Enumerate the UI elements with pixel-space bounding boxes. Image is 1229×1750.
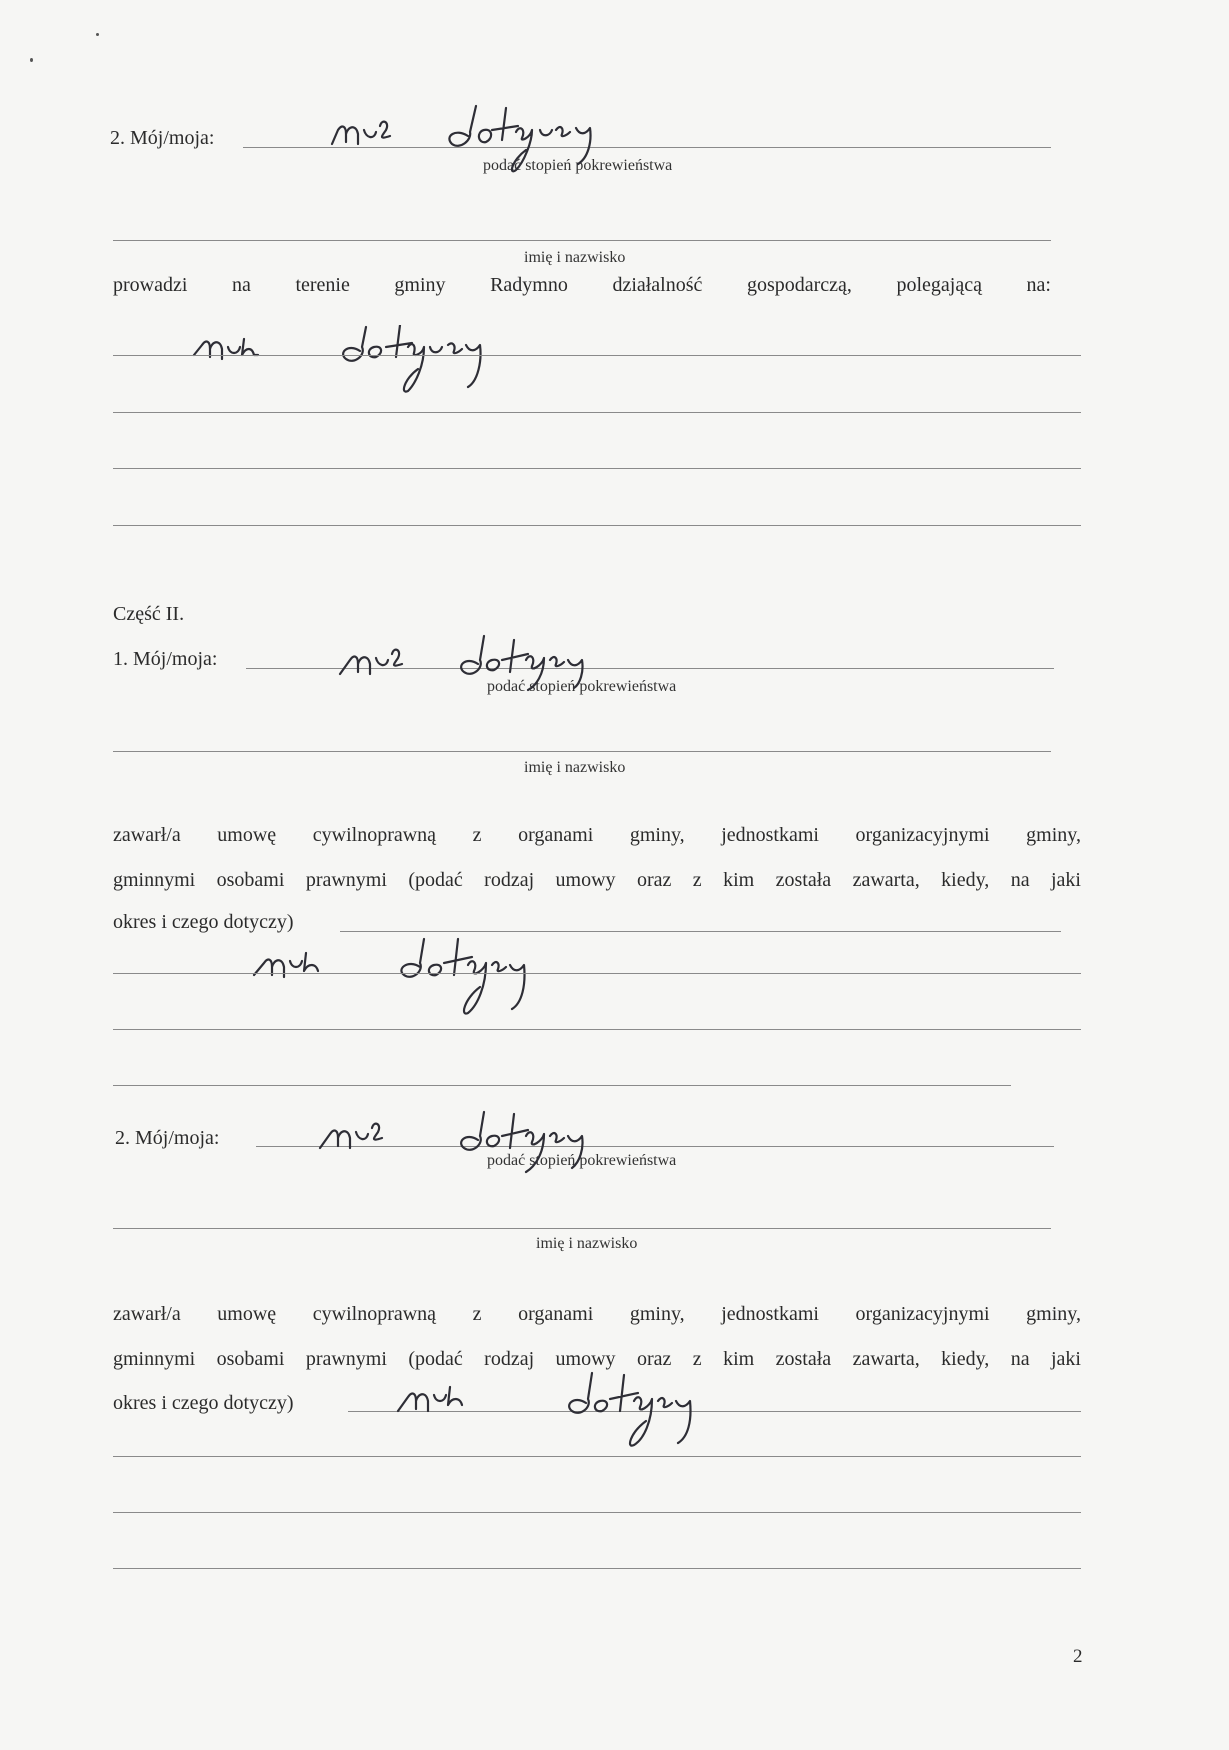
answer-line [113,1568,1081,1569]
name-line [113,1228,1051,1229]
word: działalność [612,274,703,296]
activity-statement [113,275,1051,295]
contract-text-line: okres i czego dotyczy) [113,1392,294,1414]
relation-caption: podać stopień pokrewieństwa [487,1152,677,1169]
contract-text-line: zawarł/a umowę cywilnoprawną z organami gminy, jednostkami organizacyjnymi gminy, [113,824,1081,846]
word: na: [1026,274,1051,296]
name-caption: imię i nazwisko [536,1235,638,1252]
answer-line [113,1085,1011,1086]
word: Radymno [490,274,568,296]
scan-speck [96,33,99,36]
contract-text-line: gminnymi osobami prawnymi (podać rodzaj umowy oraz z kim została zawarta, kiedy, na jaki [113,869,1081,891]
answer-line [113,468,1081,469]
scan-speck [30,58,33,62]
section-heading: Część II. [113,603,185,625]
relation-caption: podać stopień pokrewieństwa [483,157,673,174]
handwritten-answer [240,925,660,1025]
name-caption: imię i nazwisko [524,759,626,776]
item-label: 1. Mój/moja: [113,648,218,670]
name-caption: imię i nazwisko [524,249,626,266]
word: na [231,274,251,296]
word: gminy [394,274,446,296]
word: polegającą [896,274,982,296]
handwritten-answer [310,1100,710,1180]
word: gospodarczą, [746,274,852,296]
item-label: 2. Mój/moja: [110,127,215,149]
page-number: 2 [1073,1646,1083,1667]
contract-text-line: zawarł/a umowę cywilnoprawną z organami gminy, jednostkami organizacyjnymi gminy, [113,1303,1081,1325]
name-line [113,240,1051,241]
answer-line [113,1512,1081,1513]
answer-line [113,525,1081,526]
name-line [113,751,1051,752]
answer-line [113,1029,1081,1030]
relation-caption: podać stopień pokrewieństwa [487,678,677,695]
handwritten-answer [320,100,720,195]
handwritten-answer [390,1355,790,1455]
handwritten-answer [180,325,600,420]
handwritten-answer [330,614,730,694]
contract-text-line: gminnymi osobami prawnymi (podać rodzaj umowy oraz z kim została zawarta, kiedy, na jaki [113,1348,1081,1370]
answer-line [113,412,1081,413]
item-label: 2. Mój/moja: [115,1127,220,1149]
answer-line [113,973,1081,974]
word: prowadzi [113,274,188,296]
word: terenie [295,274,350,296]
answer-line [113,355,1081,356]
answer-line [113,1456,1081,1457]
contract-text-line: okres i czego dotyczy) [113,911,294,933]
